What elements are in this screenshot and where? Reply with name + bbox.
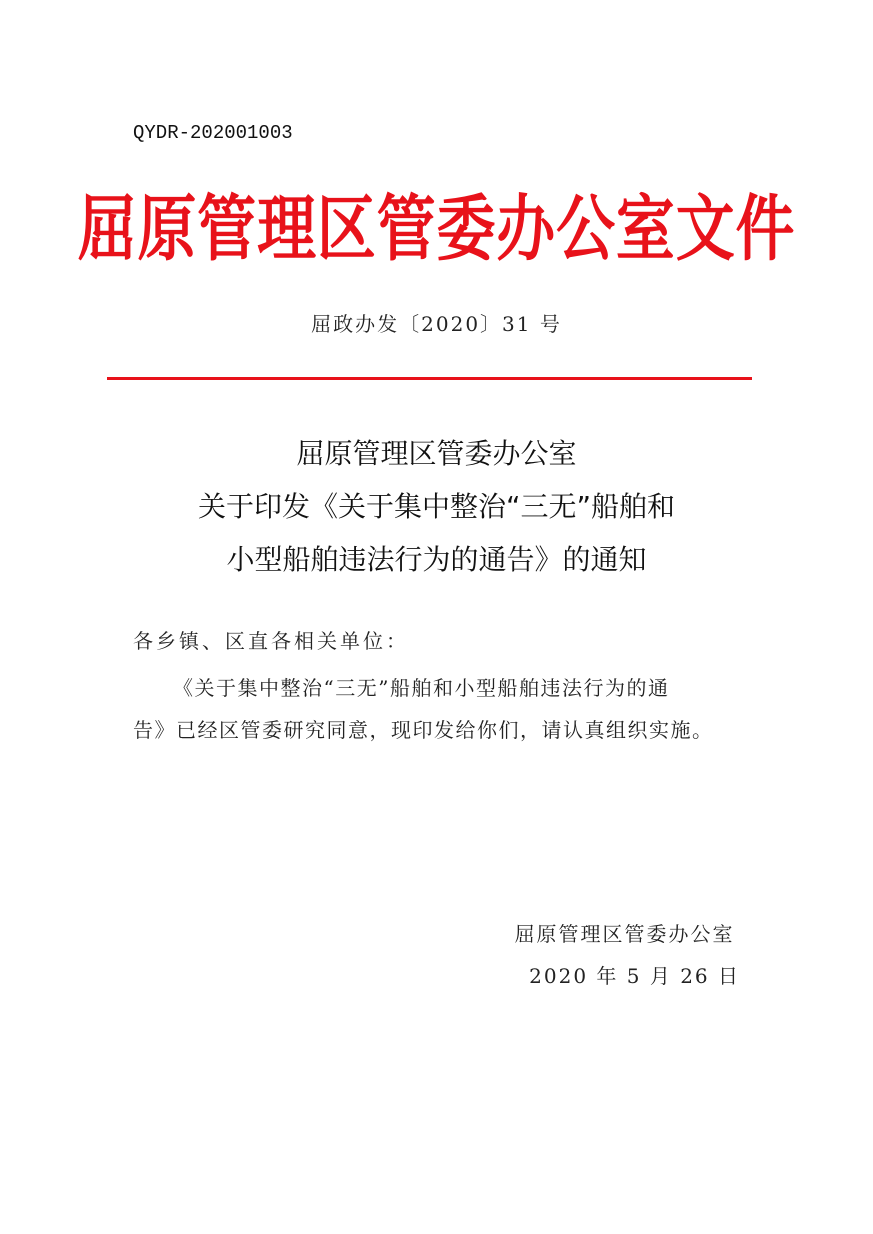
signature-org: 屈原管理区管委办公室 <box>514 922 735 946</box>
red-header-title: 屈原管理区管委办公室文件 <box>77 188 796 272</box>
body-line-1: 《关于集中整治“三无”船舶和小型船舶违法行为的通 <box>173 676 670 700</box>
document-number: 屈政办发〔2020〕31 号 <box>311 312 562 336</box>
title-line-3: 小型船舶违法行为的通告》的通知 <box>226 543 647 576</box>
title-line-2: 关于印发《关于集中整治“三无”船舶和 <box>197 490 675 523</box>
document-code: QYDR-202001003 <box>133 122 293 144</box>
title-line-1: 屈原管理区管委办公室 <box>296 437 577 470</box>
notice-title <box>0 427 873 586</box>
body-paragraph <box>133 667 745 751</box>
body-line-2: 告》已经区管委研究同意，现印发给你们，请认真组织实施。 <box>133 718 714 742</box>
red-divider-line <box>107 377 752 380</box>
signature-date: 2020 年 5 月 26 日 <box>529 964 740 988</box>
salutation: 各乡镇、区直各相关单位： <box>133 629 409 653</box>
signature-block <box>509 913 740 997</box>
